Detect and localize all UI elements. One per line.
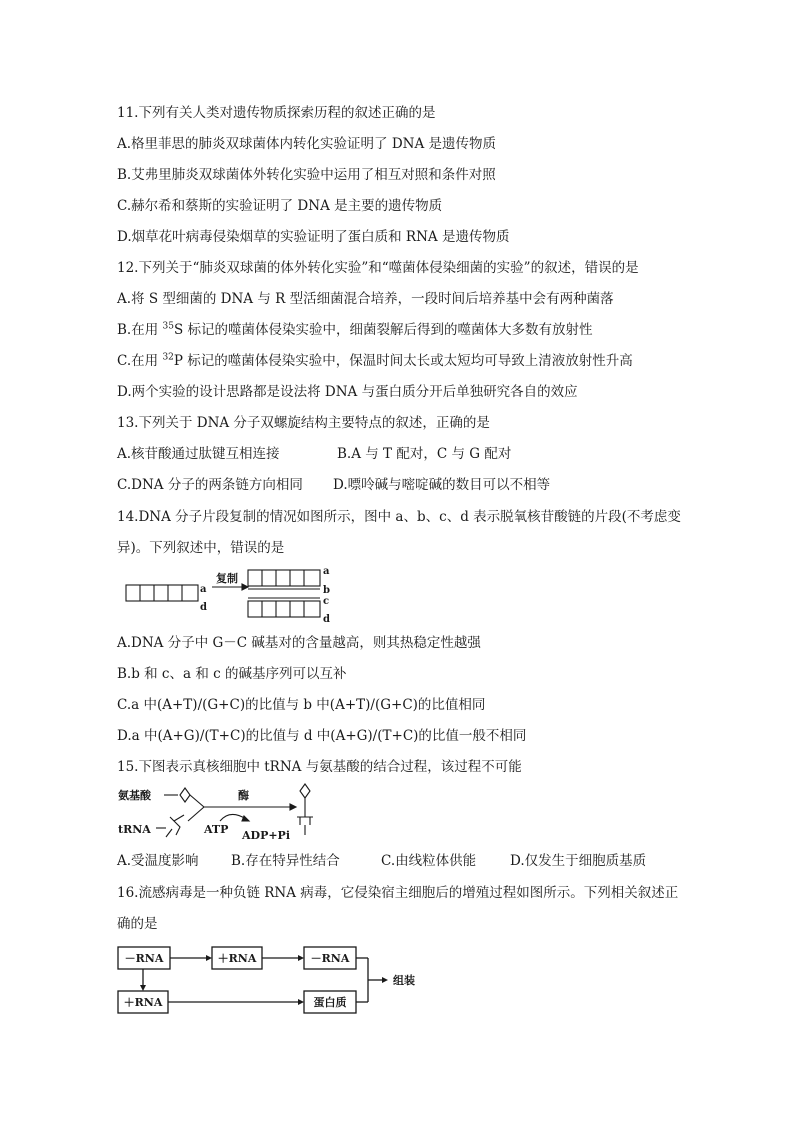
q13-option-b: B.A 与 T 配对，C 与 G 配对 (337, 446, 512, 462)
label-a-right: a (323, 566, 330, 577)
arrow-icon-1 (206, 955, 212, 961)
label-c-right: c (323, 596, 330, 607)
q12-stem: 12.下列关于“肺炎双球菌的体外转化实验”和“噬菌体侵染细菌的实验”的叙述，错误的是 (117, 260, 639, 276)
arrow-icon-2 (298, 955, 304, 961)
q13-stem: 13.下列关于 DNA 分子双螺旋结构主要特点的叙述，正确的是 (117, 415, 490, 431)
atp-label: ATP (204, 823, 229, 836)
box2-label: ＋RNA (217, 952, 257, 965)
q16-stem-line2: 确的是 (117, 916, 158, 932)
q11-option-b: B.艾弗里肺炎双球菌体外转化实验中运用了相互对照和条件对照 (117, 167, 496, 183)
box5-label: 蛋白质 (313, 996, 347, 1009)
q12-option-b (117, 321, 593, 339)
arrow-icon-4 (298, 999, 304, 1005)
assemble-label: 组装 (393, 974, 415, 987)
amino-acid-label: 氨基酸 (118, 789, 151, 802)
copy-label: 复制 (216, 572, 238, 585)
q14-option-a: A.DNA 分子中 G－C 碱基对的含量越高，则其热稳定性越强 (117, 635, 481, 651)
q11-option-d: D.烟草花叶病毒侵染烟草的实验证明了蛋白质和 RNA 是遗传物质 (117, 229, 510, 245)
parent-dna-segment (126, 585, 198, 601)
q15-stem: 15.下图表示真核细胞中 tRNA 与氨基酸的结合过程，该过程不可能 (117, 759, 522, 775)
trna-shape (166, 815, 184, 837)
q14-option-d: D.a 中(A+G)/(T+C)的比值与 d 中(A+G)/(T+C)的比值一般不相同 (117, 728, 527, 744)
q13-option-c: C.DNA 分子的两条链方向相同 (117, 477, 303, 493)
label-a-left: a (200, 584, 207, 595)
q11-stem: 11.下列有关人类对遗传物质探索历程的叙述正确的是 (117, 105, 436, 121)
q12-option-b-pre: B.在用 (117, 322, 163, 338)
arrow-icon-5 (382, 977, 388, 983)
daughter-dna-top (248, 570, 320, 586)
q13-option-a: A.核苷酸通过肽键互相连接 (117, 446, 280, 462)
q15-option-a: A.受温度影响 (117, 853, 199, 869)
label-d-left: d (200, 602, 207, 613)
box4-label: ＋RNA (123, 996, 163, 1009)
q12-option-b-isotope: 35 (162, 321, 174, 332)
q13-option-d: D.嘌呤碱与嘧啶碱的数目可以不相等 (333, 477, 551, 493)
q11-option-c: C.赫尔希和蔡斯的实验证明了 DNA 是主要的遗传物质 (117, 198, 443, 214)
box3-label: －RNA (310, 952, 350, 965)
q11-option-a: A.格里菲思的肺炎双球菌体内转化实验证明了 DNA 是遗传物质 (117, 136, 497, 152)
product-amino-acid (300, 784, 310, 798)
q14-option-c: C.a 中(A+T)/(G+C)的比值与 b 中(A+T)/(G+C)的比值相同 (117, 697, 486, 713)
q15-option-c: C.由线粒体供能 (381, 853, 477, 869)
virus-replication-figure (116, 943, 426, 1023)
label-d-right: d (323, 614, 330, 625)
q12-option-c-isotope: 32 (162, 352, 174, 363)
q15-option-b: B.存在特异性结合 (231, 853, 340, 869)
q12-option-b-post: S 标记的噬菌体侵染实验中，细菌裂解后得到的噬菌体大多数有放射性 (173, 322, 593, 338)
q14-stem-line1: 14.DNA 分子片段复制的情况如图所示，图中 a、b、c、d 表示脱氧核苷酸链的片段(不考虑变 (117, 509, 681, 525)
adp-pi-label: ADP+Pi (242, 829, 291, 842)
product-trna (297, 817, 313, 835)
amino-acid-diamond (180, 788, 190, 802)
q12-option-c-post: P 标记的噬菌体侵染实验中，保温时间太长或太短均可导致上清液放射性升高 (173, 353, 633, 369)
q15-option-d: D.仅发生于细胞质基质 (510, 853, 647, 869)
q14-option-b: B.b 和 c、a 和 c 的碱基序列可以互补 (117, 666, 347, 682)
q12-option-d: D.两个实验的设计思路都是设法将 DNA 与蛋白质分开后单独研究各自的效应 (117, 384, 578, 400)
daughter-dna-bottom (248, 601, 320, 617)
reaction-arrow-icon (290, 804, 296, 810)
dna-replication-figure (120, 565, 340, 627)
q12-option-a: A.将 S 型细菌的 DNA 与 R 型活细菌混合培养，一段时间后培养基中会有两种菌落 (117, 291, 614, 307)
q14-stem-line2: 异)。下列叙述中，错误的是 (117, 540, 285, 556)
trna-aminoacid-figure (114, 783, 344, 845)
q12-option-c-pre: C.在用 (117, 353, 163, 369)
q12-option-c (117, 352, 633, 370)
box1-label: －RNA (124, 952, 164, 965)
arrow-icon (242, 584, 248, 590)
arrow-icon-3 (140, 985, 146, 991)
label-b-right: b (323, 585, 330, 596)
q16-stem-line1: 16.流感病毒是一种负链 RNA 病毒，它侵染宿主细胞后的增殖过程如图所示。下列相关叙述正 (117, 885, 679, 901)
trna-label: tRNA (118, 823, 151, 836)
enzyme-label: 酶 (238, 789, 249, 802)
